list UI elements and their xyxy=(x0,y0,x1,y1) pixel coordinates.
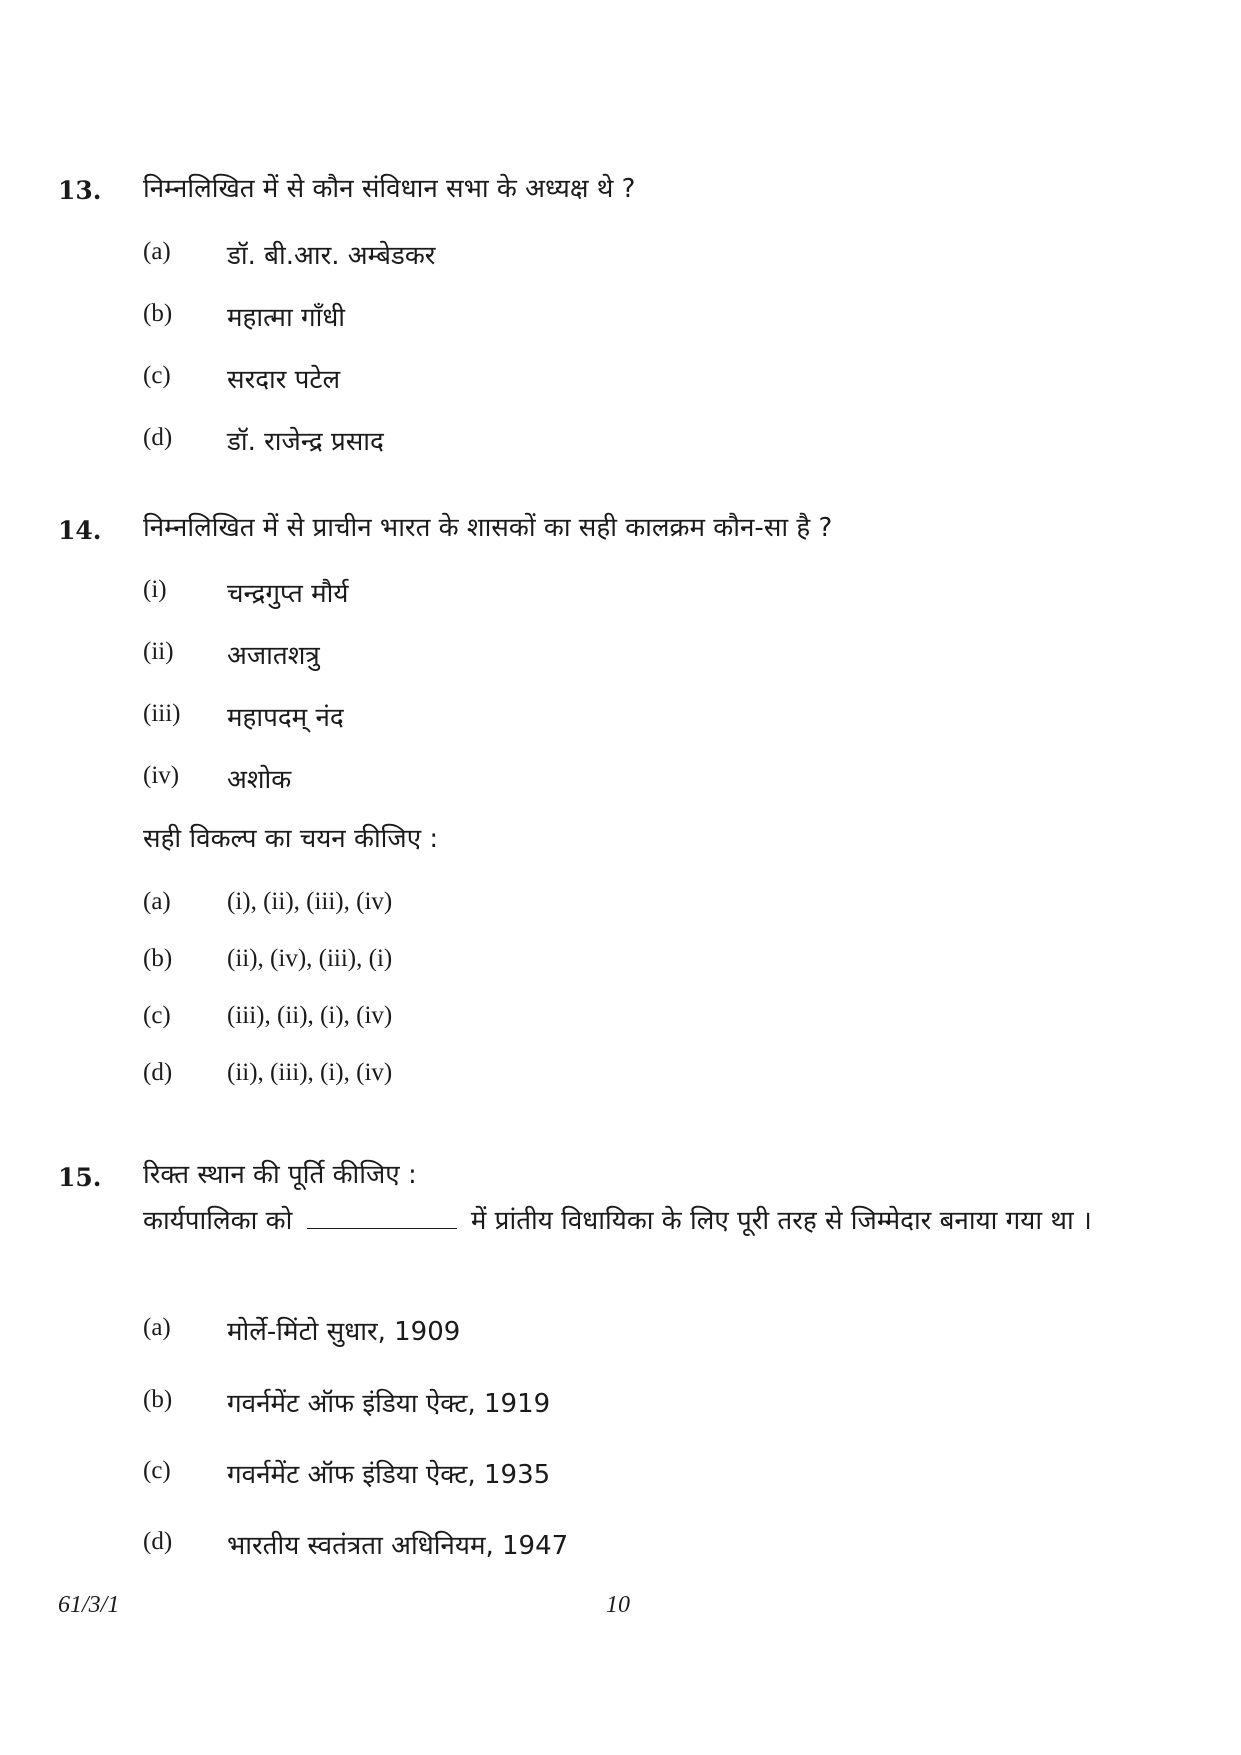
statement-label: (ii) xyxy=(143,638,174,665)
option-text: डॉ. राजेन्द्र प्रसाद xyxy=(227,427,384,457)
option-label: (c) xyxy=(143,1457,171,1484)
option-text: सरदार पटेल xyxy=(227,365,341,395)
question-text: निम्नलिखित में से कौन संविधान सभा के अध्यक्ष थे ? xyxy=(143,174,636,204)
page-number: 10 xyxy=(606,1592,630,1618)
statement-label: (iii) xyxy=(143,700,181,727)
question-text: रिक्त स्थान की पूर्ति कीजिए : xyxy=(143,1160,417,1190)
option-label: (c) xyxy=(143,362,171,389)
option-label: (d) xyxy=(143,1528,173,1555)
option-text: गवर्नमेंट ऑफ इंडिया ऐक्ट, 1919 xyxy=(227,1389,551,1419)
fill-in-sentence xyxy=(143,1199,1118,1243)
statement-text: अशोक xyxy=(227,765,292,795)
option-text: (ii), (iv), (iii), (i) xyxy=(227,945,393,972)
option-text: भारतीय स्वतंत्रता अधिनियम, 1947 xyxy=(227,1531,569,1561)
option-label: (a) xyxy=(143,1314,171,1341)
option-label: (b) xyxy=(143,1386,173,1413)
blank-line xyxy=(307,1206,457,1229)
option-label: (b) xyxy=(143,945,173,972)
question-number: 14. xyxy=(58,516,102,545)
option-text: गवर्नमेंट ऑफ इंडिया ऐक्ट, 1935 xyxy=(227,1460,551,1490)
option-text: (iii), (ii), (i), (iv) xyxy=(227,1002,393,1029)
option-text: डॉ. बी.आर. अम्बेडकर xyxy=(227,241,436,271)
instruction-text: सही विकल्प का चयन कीजिए : xyxy=(143,824,439,854)
statement-label: (iv) xyxy=(143,762,180,789)
paper-code: 61/3/1 xyxy=(58,1592,120,1618)
question-text: निम्नलिखित में से प्राचीन भारत के शासकों का सही कालक्रम कौन-सा है ? xyxy=(143,513,833,543)
question-number: 13. xyxy=(58,176,102,205)
option-label: (c) xyxy=(143,1002,171,1029)
sentence-end: में प्रांतीय विधायिका के लिए पूरी तरह से जिम्मेदार बनाया गया था । xyxy=(470,1206,1092,1236)
option-label: (a) xyxy=(143,238,171,265)
statement-text: चन्द्रगुप्त मौर्य xyxy=(227,579,349,609)
question-number: 15. xyxy=(58,1163,102,1192)
option-label: (d) xyxy=(143,1059,173,1086)
option-text: मोर्ले-मिंटो सुधार, 1909 xyxy=(227,1317,461,1347)
option-label: (b) xyxy=(143,300,173,327)
statement-text: अजातशत्रु xyxy=(227,641,320,671)
option-text: (i), (ii), (iii), (iv) xyxy=(227,888,393,915)
statement-text: महापदम् नंद xyxy=(227,703,344,733)
option-label: (a) xyxy=(143,888,171,915)
option-text: महात्मा गाँधी xyxy=(227,303,346,333)
sentence-start: कार्यपालिका को xyxy=(143,1206,293,1236)
option-text: (ii), (iii), (i), (iv) xyxy=(227,1059,393,1086)
option-label: (d) xyxy=(143,424,173,451)
statement-label: (i) xyxy=(143,576,167,603)
